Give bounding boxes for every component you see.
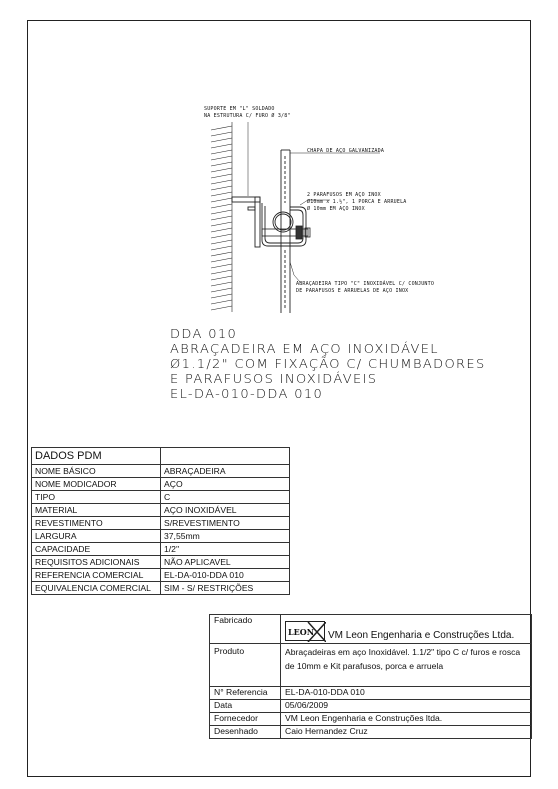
title-line-code: DDA 010: [170, 326, 238, 341]
title-line-ref: EL-DA-010-DDA 010: [170, 386, 324, 401]
hatch-line: [211, 270, 232, 274]
hatch-line: [211, 138, 232, 142]
hatch-line: [211, 252, 232, 256]
table-row: [210, 644, 532, 687]
label-support-1: SUPORTE EM "L" SOLDADO: [204, 106, 275, 112]
hatch-line: [211, 282, 232, 286]
title-line-name: ABRAÇADEIRA EM AÇO INOXIDÁVEL: [170, 341, 439, 356]
fabricado-label: Fabricado: [210, 615, 281, 644]
hatch-line: [211, 264, 232, 268]
label-plate: CHAPA DE AÇO GALVANIZADA: [307, 148, 385, 154]
table-row: REFERENCIA COMERCIAL EL-DA-010-DDA 010: [32, 569, 290, 582]
hatch-line: [211, 168, 232, 172]
table-row: Fornecedor VM Leon Engenharia e Construções ltda.: [210, 713, 532, 726]
produto-value: Abraçadeiras em aço Inoxidável. 1.1/2" tipo C c/ furos e rosca de 10mm e Kit parafusos, porca e arruela: [281, 644, 532, 687]
table-row: CAPACIDADE 1/2'': [32, 543, 290, 556]
table-row: LARGURA 37,55mm: [32, 530, 290, 543]
hatch-line: [211, 204, 232, 208]
title-line-screws: E PARAFUSOS INOXIDÁVEIS: [170, 371, 378, 386]
label-screws-2: Ø10mm x 1.½", 1 PORCA E ARRUELA: [307, 199, 407, 205]
hatch-line: [211, 258, 232, 262]
hatch-line: [211, 150, 232, 154]
table-row: TIPO C: [32, 491, 290, 504]
table-row: N° Referencia EL-DA-010-DDA 010: [210, 687, 532, 700]
drawing-title-block: [170, 326, 486, 401]
hatch-line: [211, 276, 232, 280]
hatch-line: [211, 186, 232, 190]
hatch-line: [211, 288, 232, 292]
leon-logo-x-icon: [286, 622, 326, 642]
table-row: Data 05/06/2009: [210, 700, 532, 713]
hatch-line: [211, 192, 232, 196]
hatch-line: [211, 228, 232, 232]
table-row: REVESTIMENTO S/REVESTIMENTO: [32, 517, 290, 530]
hatch-line: [211, 240, 232, 244]
hatch-line: [211, 126, 232, 130]
hatch-line: [211, 222, 232, 226]
hatch-line: [211, 234, 232, 238]
c-clamp: [262, 203, 306, 246]
table-row: MATERIAL AÇO INOXIDÁVEL: [32, 504, 290, 517]
table-row: Desenhado Caio Hernandez Cruz: [210, 726, 532, 739]
hatch-line: [211, 180, 232, 184]
hatch-line: [211, 216, 232, 220]
produto-label: Produto: [210, 644, 281, 687]
hatch-line: [211, 300, 232, 304]
label-clamp-2: DE PARAFUSOS E ARRUELAS DE AÇO INOX: [296, 288, 409, 294]
leon-logo: [285, 621, 325, 641]
svg-text:LEON: LEON: [288, 627, 315, 637]
hatch-line: [211, 198, 232, 202]
wall-hatch: [211, 122, 232, 312]
info-table: [209, 614, 532, 739]
hatch-line: [211, 246, 232, 250]
table-row: NOME MODICADOR AÇO: [32, 478, 290, 491]
table-row: [210, 615, 532, 644]
fabricado-value: VM Leon Engenharia e Construções Ltda.: [328, 630, 515, 641]
label-screws-1: 2 PARAFUSOS EM AÇO INOX: [307, 192, 381, 198]
hatch-line: [211, 156, 232, 160]
hatch-line: [211, 144, 232, 148]
table-row: EQUIVALENCIA COMERCIAL SIM - S/ RESTRIÇÕES: [32, 582, 290, 595]
label-support-2: NA ESTRUTURA C/ FURO Ø 3/8": [204, 113, 291, 119]
l-support: [232, 197, 260, 247]
hatch-line: [211, 210, 232, 214]
table-row: REQUISITOS ADICIONAIS NÃO APLICAVEL: [32, 556, 290, 569]
hatch-line: [211, 294, 232, 298]
hatch-line: [211, 174, 232, 178]
hatch-line: [211, 132, 232, 136]
hatch-line: [211, 306, 232, 310]
label-clamp-1: ABRAÇADEIRA TIPO "C" INOXIDÁVEL C/ CONJUNTO: [296, 281, 435, 287]
label-screws-3: Ø 10mm EM AÇO INOX: [307, 206, 365, 212]
pdm-table: [31, 447, 290, 595]
pdm-title: DADOS PDM: [32, 448, 161, 465]
hatch-line: [211, 162, 232, 166]
title-line-spec: Ø1.1/2" COM FIXAÇÃO C/ CHUMBADORES: [170, 356, 486, 371]
table-row: NOME BÁSICO ABRAÇADEIRA: [32, 465, 290, 478]
